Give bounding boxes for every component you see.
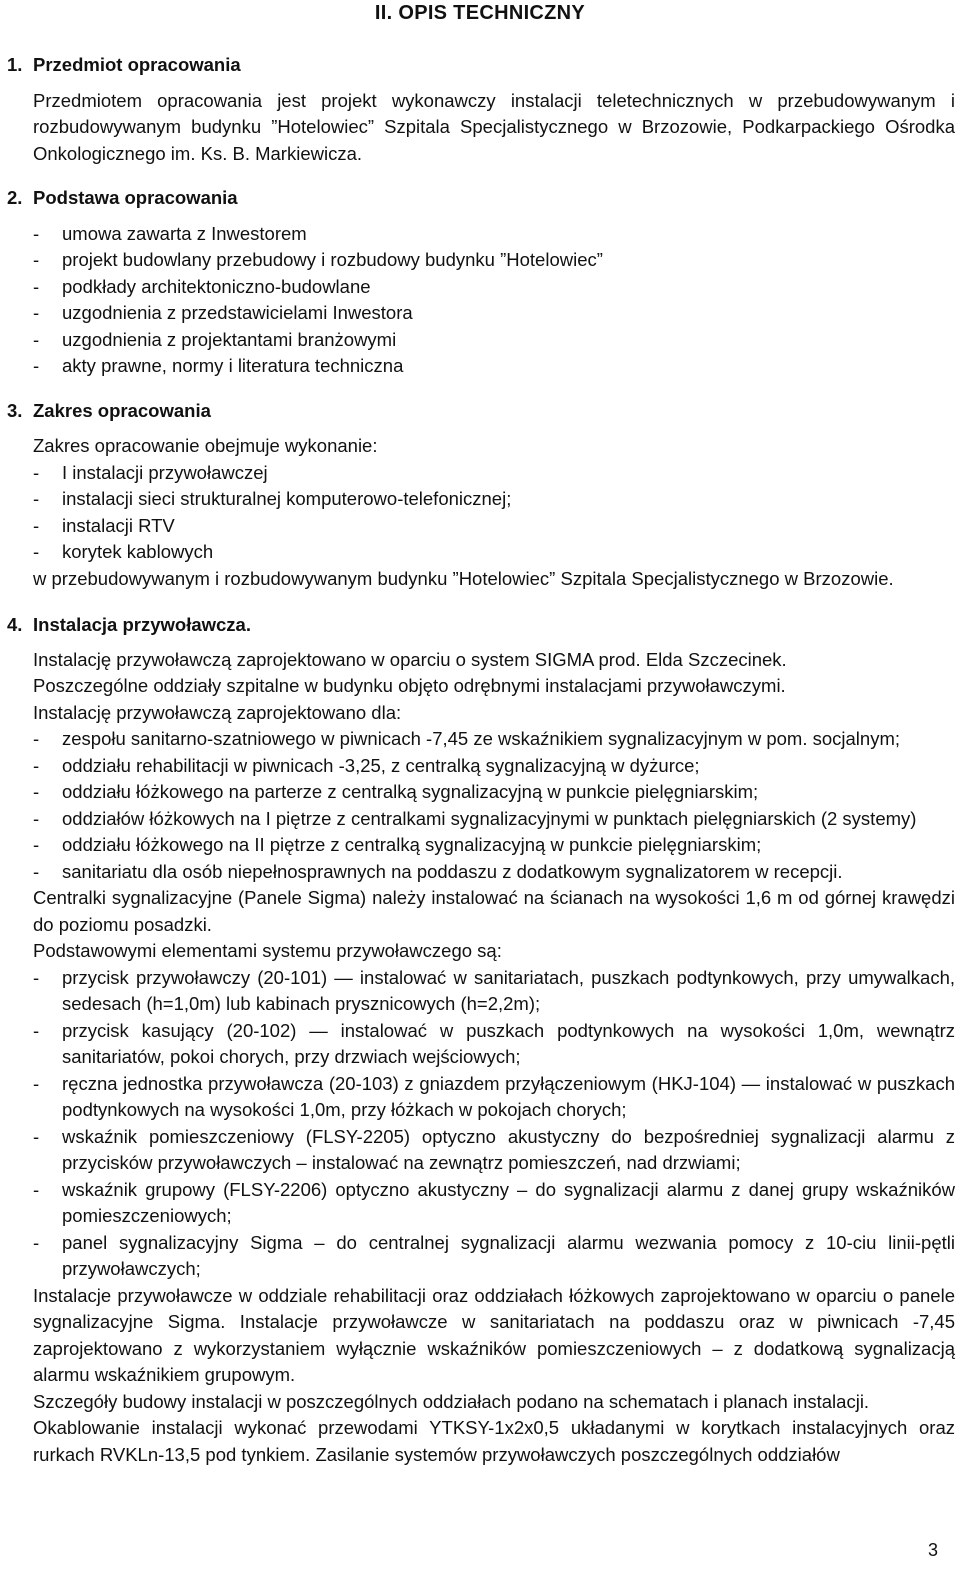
section-2-heading bbox=[7, 185, 955, 212]
list-item: - uzgodnienia z projektantami branżowymi bbox=[33, 328, 397, 350]
section-4-paragraph-1: Instalację przywoławczą zaprojektowano w oparciu o system SIGMA prod. Elda Szczecinek. bbox=[33, 648, 787, 670]
section-3-heading bbox=[7, 398, 955, 425]
section-2-number: 2. bbox=[7, 187, 23, 208]
section-3-list bbox=[33, 460, 955, 566]
list-item: - akty prawne, normy i literatura techniczna bbox=[33, 355, 404, 376]
list-item: - oddziału łóżkowego na parterze z centralką sygnalizacyjną w punkcie pielęgniarskim; bbox=[33, 781, 759, 802]
section-4-paragraph-2: Poszczególne oddziały szpitalne w budynku objęto odrębnymi instalacjami przywoławczymi. bbox=[33, 675, 786, 696]
list-item: - umowa zawarta z Inwestorem bbox=[33, 222, 307, 244]
section-4-list-2 bbox=[33, 965, 955, 1283]
list-item: - I instalacji przywoławczej bbox=[33, 461, 268, 483]
section-1-number: 1. bbox=[7, 54, 23, 75]
list-item: - instalacji sieci strukturalnej komputerowo-telefonicznej; bbox=[33, 488, 512, 509]
list-item: - sanitariatu dla osób niepełnosprawnych na poddaszu z dodatkowym sygnalizatorem w recepcji. bbox=[33, 860, 843, 882]
section-4-paragraph-4: Centralki sygnalizacyjne (Panele Sigma) należy instalować na ścianach na wysokości 1,6 m od górnej krawędzi do poziomu posadzki. bbox=[33, 887, 955, 935]
section-2-title: Podstawa opracowania bbox=[33, 187, 238, 208]
section-4-title: Instalacja przywoławcza. bbox=[33, 614, 251, 635]
list-item: - korytek kablowych bbox=[33, 541, 214, 562]
list-item: - oddziałów łóżkowych na I piętrze z centralkami sygnalizacyjnymi w punktach pielęgniarskich (2 systemy) bbox=[33, 807, 917, 829]
section-4-paragraph-5: Podstawowymi elementami systemu przywoławczego są: bbox=[33, 940, 502, 961]
list-item: - podkłady architektoniczno-budowlane bbox=[33, 275, 371, 297]
list-item: - oddziału rehabilitacji w piwnicach -3,25, z centralką sygnalizacyjną w dyżurce; bbox=[33, 754, 700, 776]
section-3-outro: w przebudowywanym i rozbudowywanym budynku ”Hotelowiec” Szpitala Specjalistycznego w Brzozowie. bbox=[33, 567, 894, 589]
page-number: 3 bbox=[927, 1540, 938, 1560]
list-item: - wskaźnik pomieszczeniowy (FLSY-2205) optyczno akustyczny do bezpośredniej sygnalizacji alarmu z przycisków przywoławczych – instalować na zewnątrz pomieszczeń, nad drzwiami; bbox=[33, 1125, 955, 1173]
list-item: - uzgodnienia z przedstawicielami Inwestora bbox=[33, 302, 413, 323]
list-item: - instalacji RTV bbox=[33, 514, 175, 536]
section-4-list-1 bbox=[33, 726, 955, 885]
list-item: - zespołu sanitarno-szatniowego w piwnicach -7,45 ze wskaźnikiem sygnalizacyjnym w pom. socjalnym; bbox=[33, 728, 900, 749]
section-1-title: Przedmiot opracowania bbox=[33, 54, 241, 75]
section-2-list bbox=[33, 221, 955, 380]
section-4-paragraph-6: Instalacje przywoławcze w oddziale rehabilitacji oraz oddziałach łóżkowych zaprojektowano w oparciu o panele sygnalizacyjne Sigma. Instalacje przywoławcze w sanitariatach na poddaszu oraz w piwnicach -7,45 zaprojektowano z wykorzystaniem wyłącznie wskaźników pomieszczeniowych – z dodatkową sygnalizacją alarmu wskaźnikiem grupowym. bbox=[33, 1284, 955, 1385]
document-title: II. OPIS TECHNICZNY bbox=[374, 2, 586, 24]
section-4-paragraph-8: Okablowanie instalacji wykonać przewodami YTKSY-1x2x0,5 układanymi w korytkach instalacyjnych oraz rurkach RVKLn-13,5 pod tynkiem. Zasilanie systemów przywoławczych poszczególnych oddziałów bbox=[33, 1417, 955, 1465]
list-item: - panel sygnalizacyjny Sigma – do centralnej sygnalizacji alarmu wezwania pomocy z 10-ciu linii-pętli przywoławczych; bbox=[33, 1231, 955, 1279]
section-3-intro: Zakres opracowanie obejmuje wykonanie: bbox=[33, 435, 378, 456]
section-4-heading bbox=[7, 612, 955, 639]
list-item: - przycisk kasujący (20-102) — instalować w puszkach podtynkowych na wysokości 1,0m, wewnątrz sanitariatów, pokoi chorych, przy drzwiach wejściowych; bbox=[33, 1019, 955, 1067]
section-3-number: 3. bbox=[7, 399, 23, 421]
section-3-title: Zakres opracowania bbox=[33, 399, 211, 421]
section-4-paragraph-7: Szczegóły budowy instalacji w poszczególnych oddziałach podano na schematach i planach instalacji. bbox=[33, 1390, 870, 1412]
section-4-number: 4. bbox=[7, 614, 23, 635]
document-body bbox=[7, 52, 955, 1468]
section-1-heading bbox=[7, 52, 955, 79]
list-item: - ręczna jednostka przywoławcza (20-103) z gniazdem przyłączeniowym (HKJ-104) — instalować w puszkach podtynkowych na wysokości 1,0m, przy łóżkach w pokojach chorych; bbox=[33, 1072, 955, 1120]
section-4-paragraph-3: Instalację przywoławczą zaprojektowano dla: bbox=[33, 701, 402, 723]
section-1-paragraph: Przedmiotem opracowania jest projekt wykonawczy instalacji teletechnicznych w przebudowywanym i rozbudowywanym budynku ”Hotelowiec” Szpitala Specjalistycznego w Brzozowie, Podkarpackiego Ośrodka Onkologicznego im. Ks. B. Markiewicza. bbox=[33, 89, 955, 164]
list-item: - oddziału łóżkowego na II piętrze z centralką sygnalizacyjną w punkcie pielęgniarskim; bbox=[33, 834, 762, 855]
list-item: - projekt budowlany przebudowy i rozbudowy budynku ”Hotelowiec” bbox=[33, 249, 603, 270]
list-item: - przycisk przywoławczy (20-101) — instalować w sanitariatach, puszkach podtynkowych, przy umywalkach, sedesach (h=1,0m) lub kabinach prysznicowych (h=2,2m); bbox=[33, 966, 955, 1014]
list-item: - wskaźnik grupowy (FLSY-2206) optyczno akustyczny – do sygnalizacji alarmu z danej grupy wskaźników pomieszczeniowych; bbox=[33, 1178, 955, 1226]
